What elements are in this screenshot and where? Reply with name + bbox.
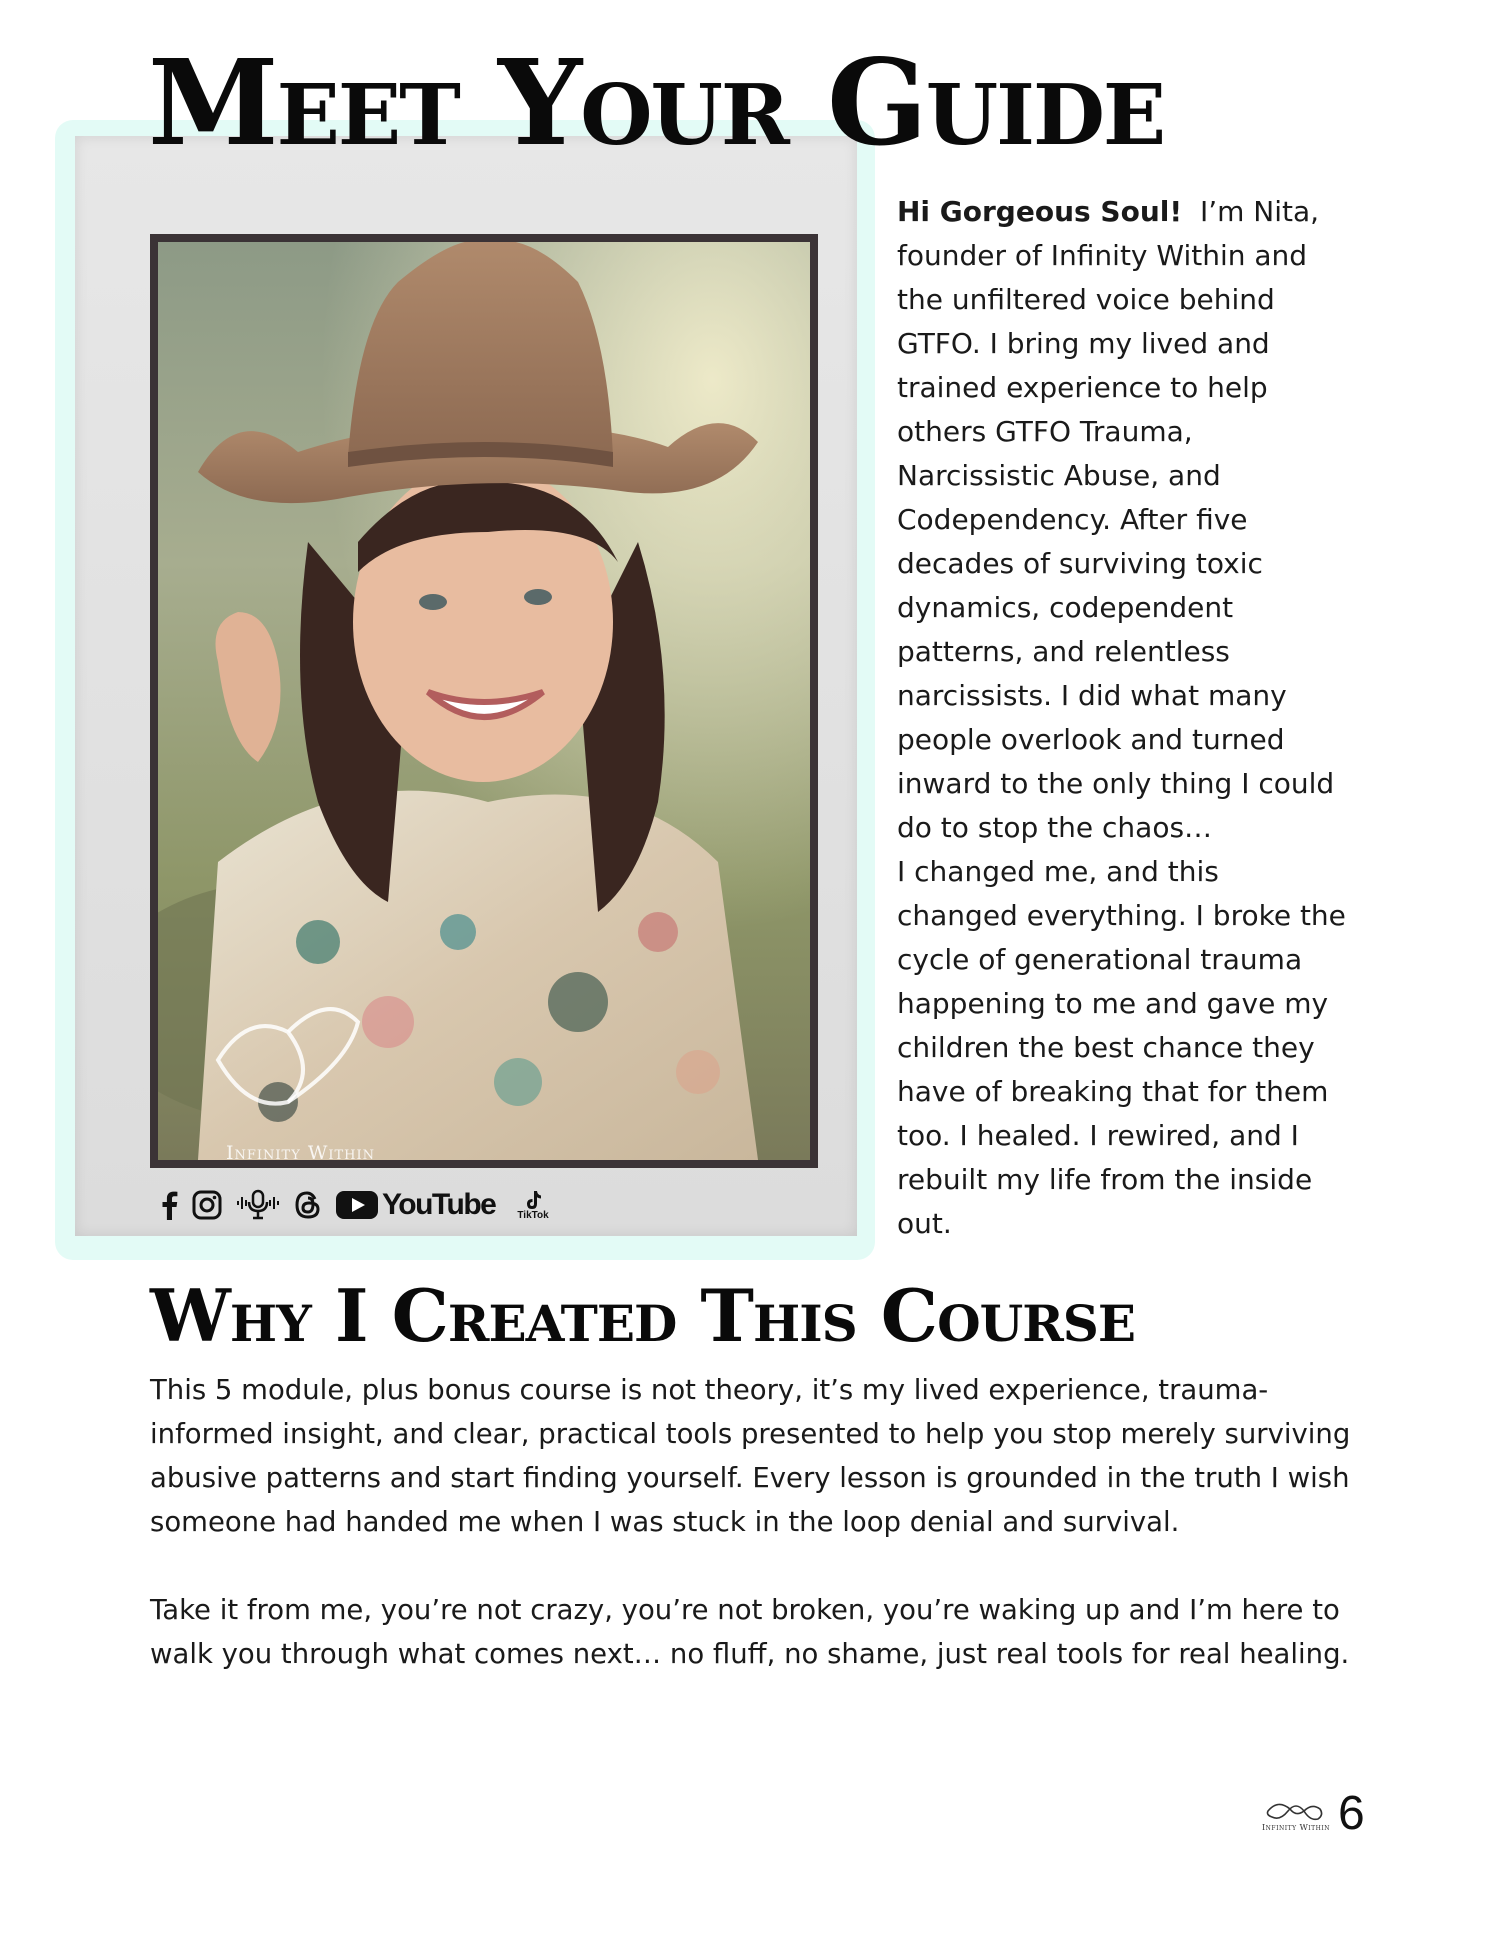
podcast-icon[interactable] <box>236 1189 280 1221</box>
youtube-icon[interactable] <box>336 1188 495 1222</box>
page-number: 6 <box>1338 1787 1365 1840</box>
guide-photo <box>150 234 818 1168</box>
instagram-icon[interactable] <box>192 1190 222 1220</box>
why-section-body <box>150 1368 1360 1720</box>
youtube-label: YouTube <box>382 1188 496 1221</box>
intro-body-continued: I changed me, and this changed everything. I broke the cycle of generational trauma happening to me and gave my children the best chance they have of breaking that for them too. I healed. I rewired, and I rebuilt my life from the inside out. <box>897 855 1346 1240</box>
intro-greeting: Hi Gorgeous Soul! <box>897 195 1183 228</box>
page-footer <box>1262 1787 1365 1840</box>
tiktok-label: TikTok <box>517 1210 549 1221</box>
photo-watermark: Infinity Within <box>226 1142 376 1164</box>
intro-text <box>897 190 1347 1246</box>
intro-body: I’m Nita, founder of Infinity Within and the unfiltered voice behind GTFO. I bring my lived and trained experience to help others GTFO Trauma, Narcissistic Abuse, and Codependency. After five decades of surviving toxic dynamics, codependent patterns, and relentless narcissists. I did what many people overlook and turned inward to the only thing I could do to stop the chaos… <box>897 195 1335 844</box>
infinity-logo-icon <box>1264 1797 1328 1823</box>
why-paragraph-2: Take it from me, you’re not crazy, you’re not broken, you’re waking up and I’m here to walk you through what comes next… no fluff, no shame, just real tools for real healing. <box>150 1594 1350 1670</box>
footer-logo-text: Infinity Within <box>1262 1822 1331 1832</box>
threads-icon[interactable] <box>294 1190 322 1220</box>
footer-logo <box>1262 1797 1330 1832</box>
page-title: Meet Your Guide <box>148 33 1165 172</box>
social-links <box>160 1185 549 1225</box>
facebook-icon[interactable] <box>160 1190 178 1220</box>
why-paragraph-1: This 5 module, plus bonus course is not theory, it’s my lived experience, trauma-informed insight, and clear, practical tools presented to help you stop merely surviving abusive patterns and start finding yourself. Every lesson is grounded in the truth I wish someone had handed me when I was stuck in the loop denial and survival. <box>150 1374 1351 1538</box>
section-title-why: Why I Created This Course <box>150 1273 1135 1358</box>
tiktok-icon[interactable] <box>517 1189 548 1221</box>
